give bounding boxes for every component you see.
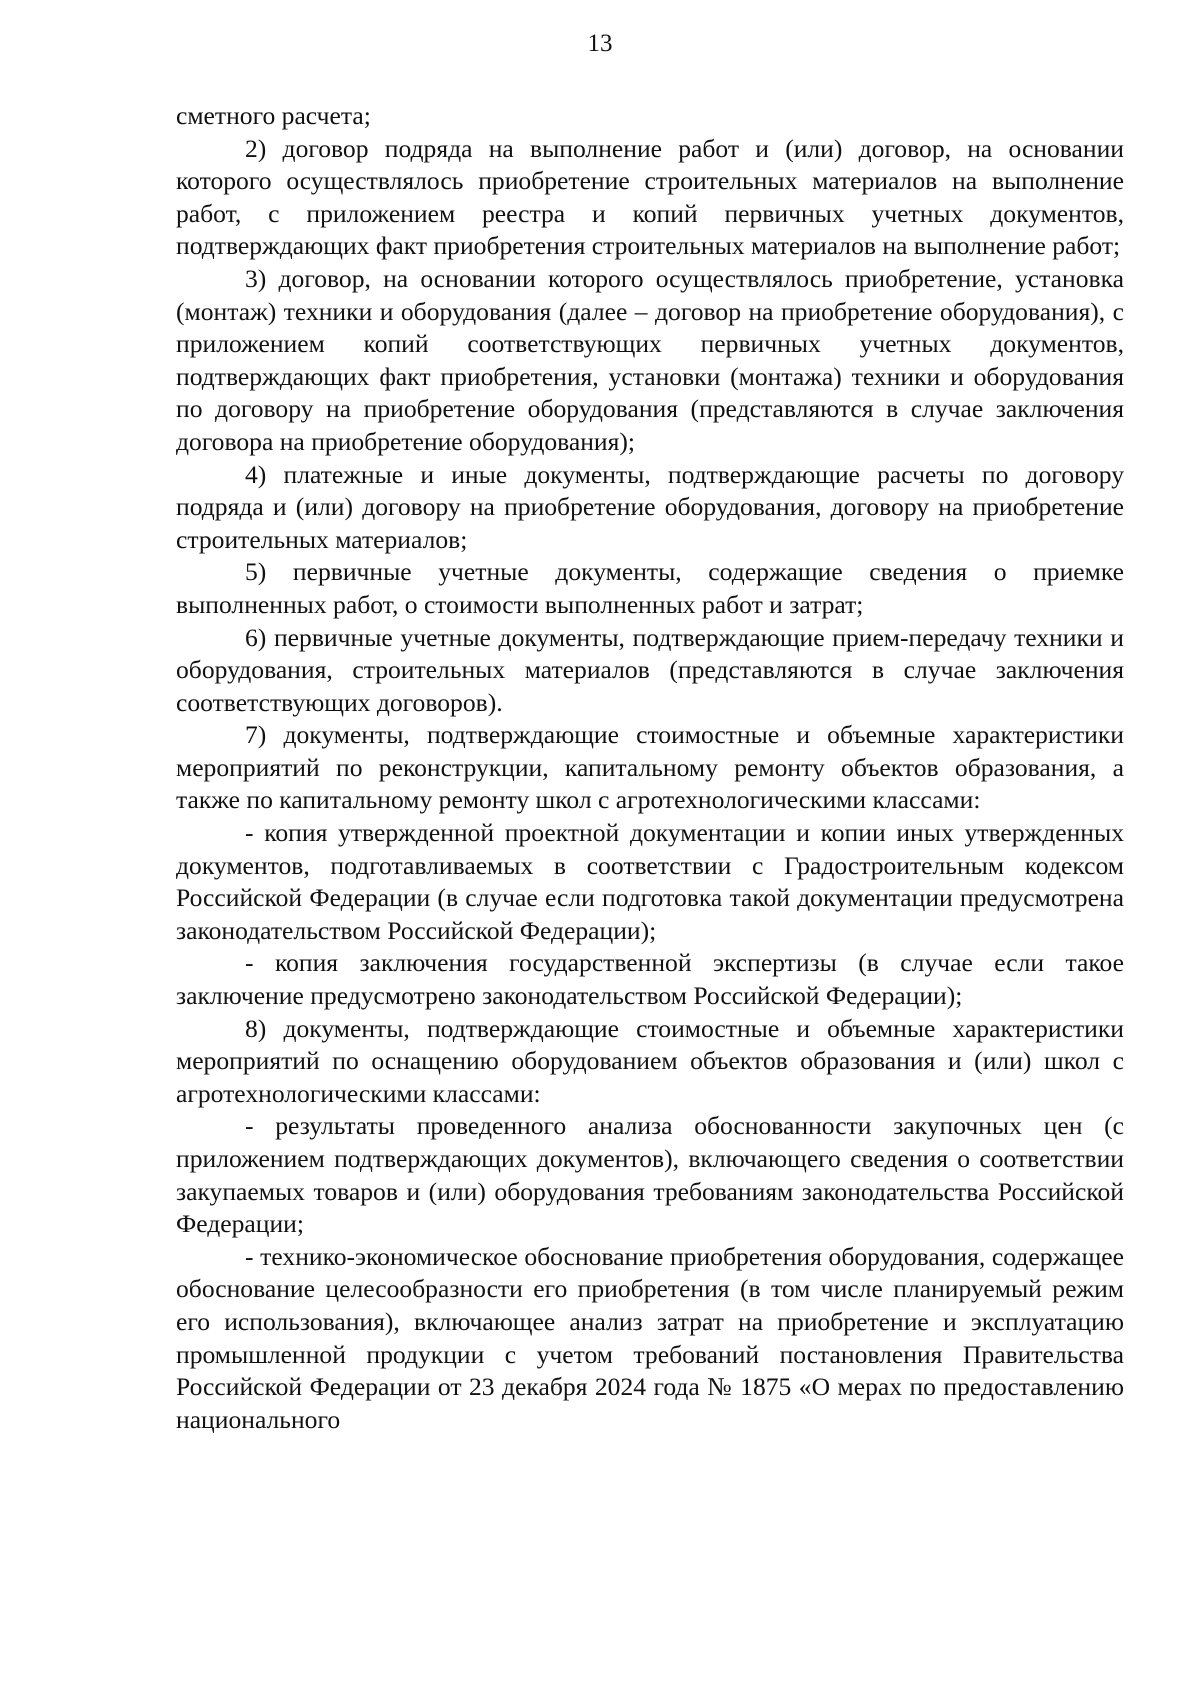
paragraph-subitem-7-1: - копия утвержденной проектной документации и копии иных утвержденных документов, подготавливаемых в соответствии с Градостроительным кодексом Российской Федерации (в случае если подготовка такой документации предусмотрена законодательством Российской Федерации); xyxy=(176,818,1124,945)
page-number: 13 xyxy=(587,30,613,57)
paragraph-item-3: 3) договор, на основании которого осуществлялось приобретение, установка (монтаж) техники и оборудования (далее – договор на приобретение оборудования), с приложением копий соответствующих первичных учетных документов, подтверждающих факт приобретения, установки (монтажа) техники и оборудования по договору на приобретение оборудования (представляются в случае заключения договора на приобретение оборудования); xyxy=(176,263,1124,456)
paragraph-item-6: 6) первичные учетные документы, подтверждающие прием-передачу техники и оборудования, строительных материалов (представляются в случае заключения соответствующих договоров). xyxy=(176,622,1124,717)
paragraph-item-5: 5) первичные учетные документы, содержащие сведения о приемке выполненных работ, о стоимости выполненных работ и затрат; xyxy=(176,557,1124,619)
paragraph-item-8: 8) документы, подтверждающие стоимостные и объемные характеристики мероприятий по оснащению оборудованием объектов образования и (или) школ с агротехнологическими классами: xyxy=(176,1013,1124,1108)
paragraph-item-2: 2) договор подряда на выполнение работ и (или) договор, на основании которого осуществлялось приобретение строительных материалов на выполнение работ, с приложением реестра и копий первичных учетных документов, подтверждающих факт приобретения строительных материалов на выполнение работ; xyxy=(176,133,1124,261)
paragraph-subitem-8-1: - результаты проведенного анализа обоснованности закупочных цен (с приложением подтверждающих документов), включающего сведения о соответствии закупаемых товаров и (или) оборудования требованиям законодательства Российской Федерации; xyxy=(176,1111,1124,1239)
paragraph-continuation: сметного расчета; xyxy=(176,101,371,130)
paragraph-subitem-8-2: - технико-экономическое обоснование приобретения оборудования, содержащее обоснование целесообразности его приобретения (в том числе планируемый режим его использования), включающее анализ затрат на приобретение и эксплуатацию промышленной продукции с учетом требований постановления Правительства Российской Федерации от 23 декабря 2024 года № 1875 «О мерах по предоставлению национального xyxy=(176,1241,1124,1434)
paragraph-subitem-7-2: - копия заключения государственной экспертизы (в случае если такое заключение предусмотрено законодательством Российской Федерации); xyxy=(176,948,1124,1011)
paragraph-item-4: 4) платежные и иные документы, подтверждающие расчеты по договору подряда и (или) договору на приобретение оборудования, договору на приобретение строительных материалов; xyxy=(176,459,1124,554)
paragraph-item-7: 7) документы, подтверждающие стоимостные и объемные характеристики мероприятий по реконструкции, капитальному ремонту объектов образования, а также по капитальному ремонту школ с агротехнологическими классами: xyxy=(176,720,1124,815)
document-body xyxy=(176,100,1124,1436)
